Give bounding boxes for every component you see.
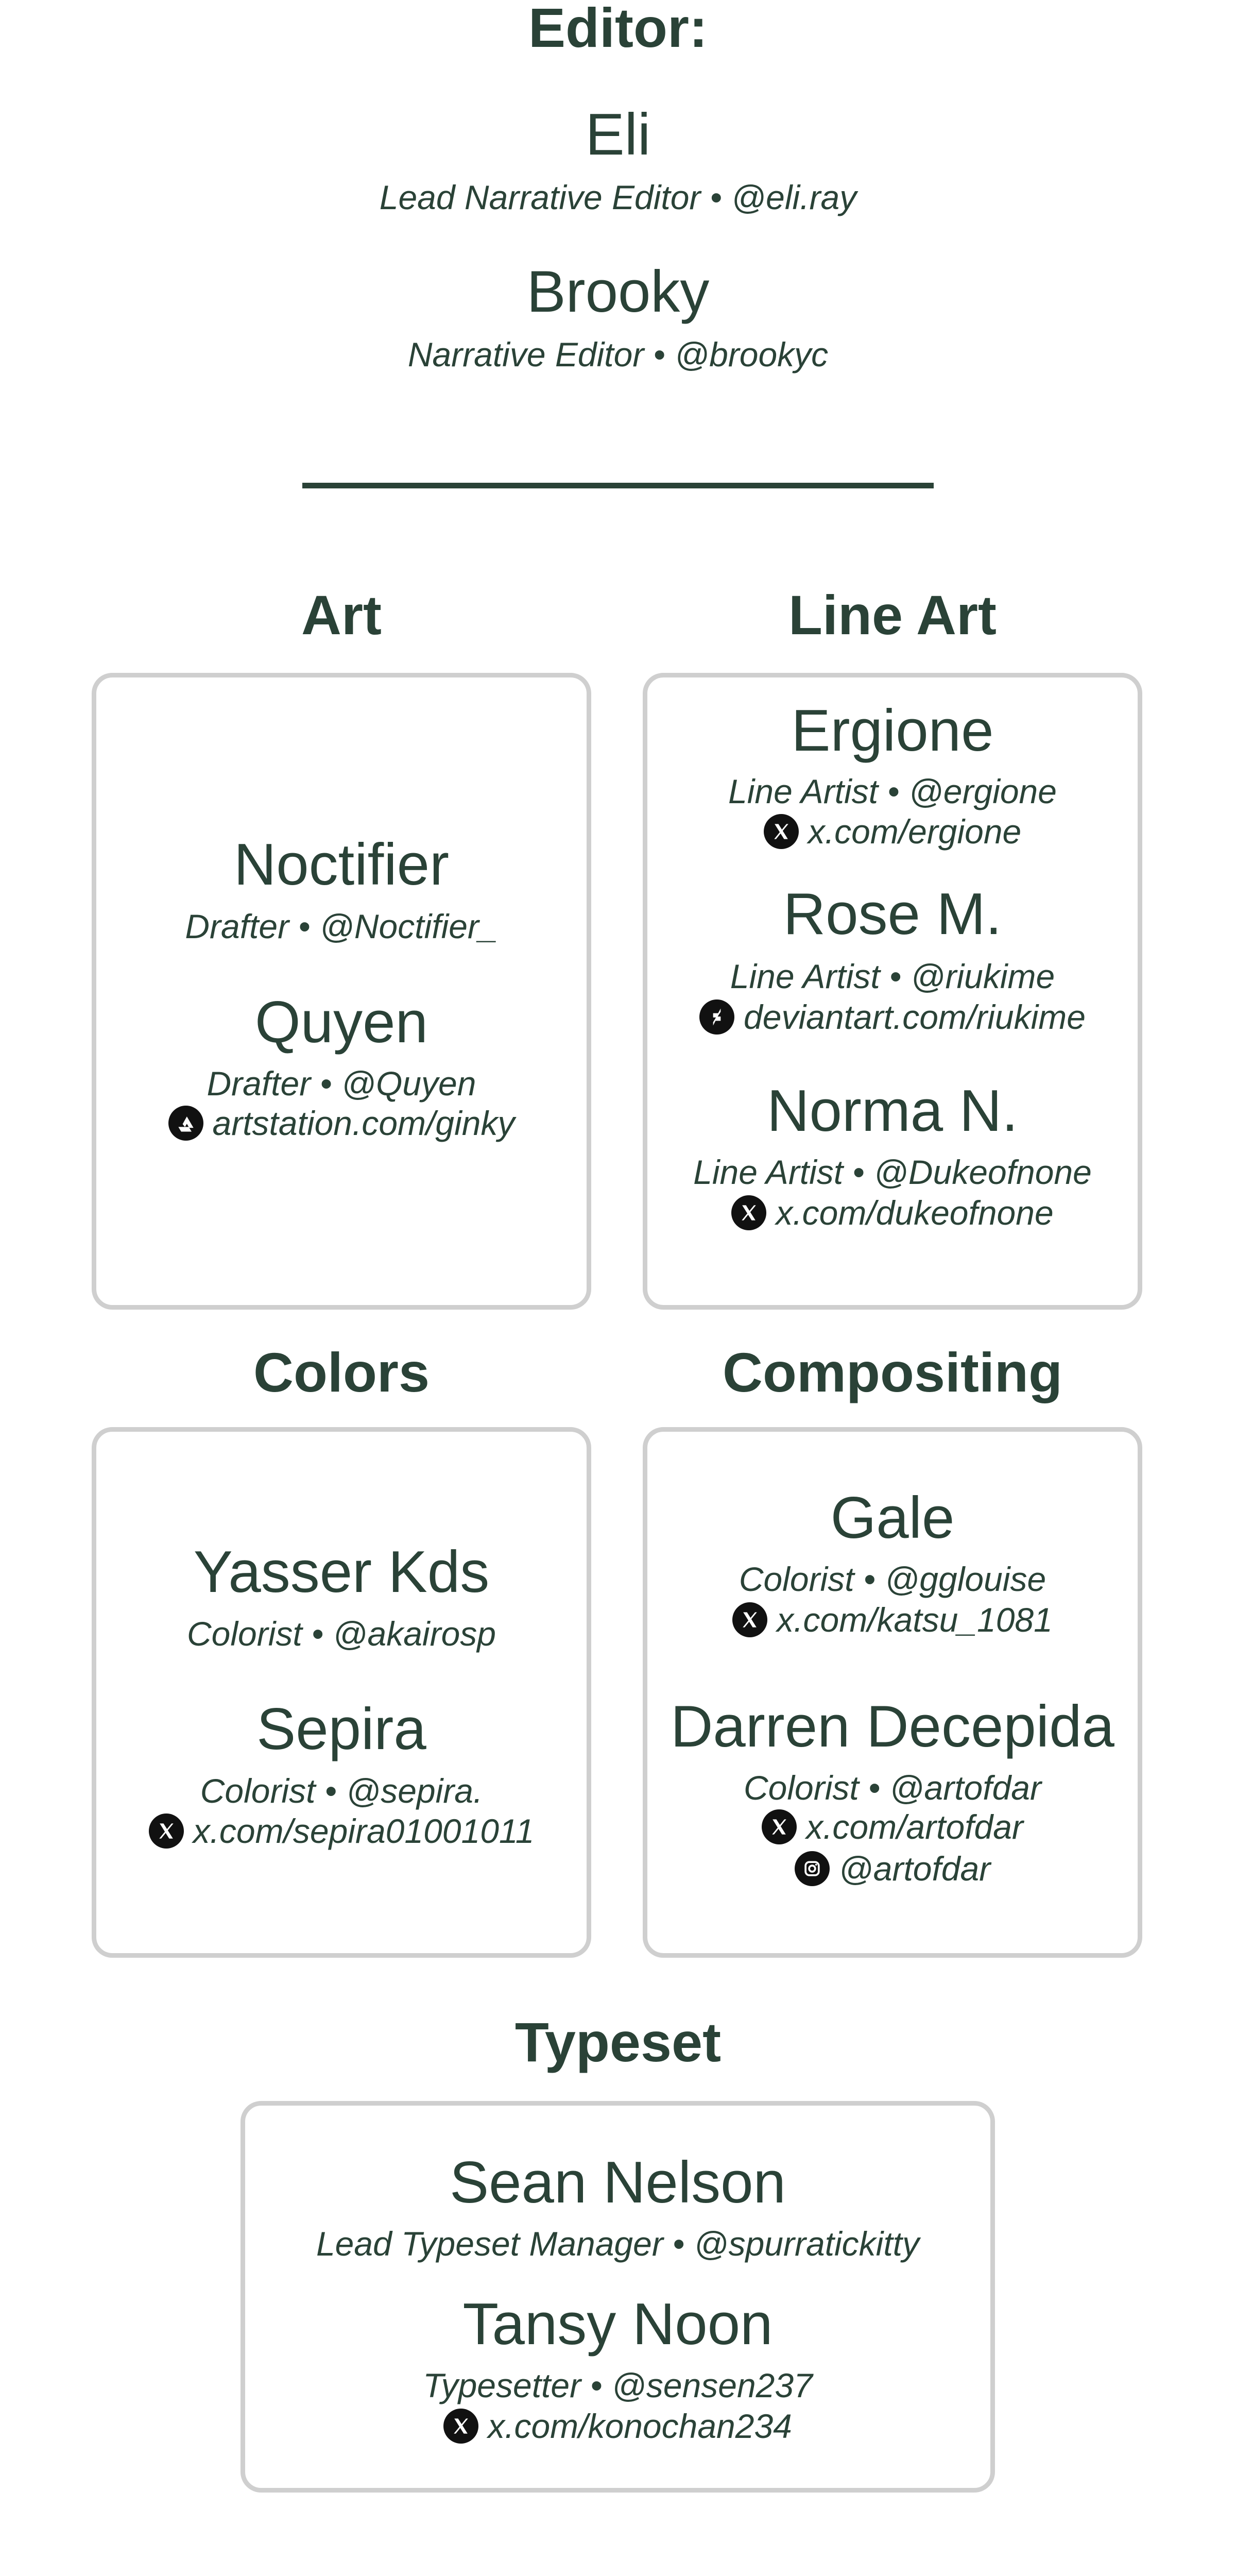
line-art-heading: Line Art (788, 584, 997, 646)
compositing-name-gale: Gale (830, 1485, 955, 1551)
compositing-link-darren-x-text: x.com/artofdar (806, 1808, 1023, 1846)
compositing-link-darren-instagram-text: @artofdar (838, 1850, 991, 1888)
colors-link-sepira[interactable] (92, 1814, 591, 1849)
colors-role-sepira: Colorist • @sepira. (200, 1772, 483, 1810)
colors-heading: Colors (253, 1341, 430, 1403)
art-role-noctifier: Drafter • @Noctifier_ (185, 907, 498, 945)
art-role-quyen: Drafter • @Quyen (207, 1064, 476, 1103)
instagram-icon (795, 1851, 830, 1886)
line-art-name-ergione: Ergione (791, 698, 994, 764)
line-art-link-ergione[interactable] (643, 814, 1142, 849)
compositing-heading: Compositing (723, 1341, 1062, 1403)
typeset-heading: Typeset (514, 2011, 722, 2073)
colors-box (92, 1427, 591, 1958)
line-art-link-rose[interactable] (643, 999, 1142, 1035)
typeset-role-sean: Lead Typeset Manager • @spurratickitty (316, 2225, 920, 2263)
editor-name-brooky: Brooky (526, 259, 710, 325)
compositing-link-darren-instagram[interactable] (643, 1851, 1142, 1886)
colors-link-sepira-text: x.com/sepira01001011 (193, 1812, 535, 1850)
compositing-link-darren-x[interactable] (643, 1809, 1142, 1844)
x-icon (731, 1195, 766, 1230)
editor-role-eli: Lead Narrative Editor • @eli.ray (379, 178, 857, 216)
deviantart-icon (699, 999, 734, 1035)
art-name-quyen: Quyen (255, 990, 428, 1055)
editor-name-eli: Eli (585, 102, 651, 167)
line-art-name-norma: Norma N. (767, 1078, 1018, 1144)
compositing-role-darren: Colorist • @artofdar (744, 1769, 1041, 1807)
line-art-link-rose-text: deviantart.com/riukime (744, 998, 1086, 1036)
typeset-link-tansy[interactable] (241, 2409, 995, 2444)
line-art-role-norma: Line Artist • @Dukeofnone (693, 1153, 1092, 1191)
line-art-link-norma[interactable] (643, 1195, 1142, 1230)
line-art-link-norma-text: x.com/dukeofnone (776, 1194, 1054, 1232)
art-name-noctifier: Noctifier (233, 832, 450, 897)
section-divider (302, 483, 934, 488)
art-link-quyen[interactable] (92, 1106, 591, 1141)
x-icon (732, 1602, 767, 1637)
colors-name-sepira: Sepira (256, 1697, 426, 1762)
colors-name-yasser: Yasser Kds (193, 1539, 490, 1605)
typeset-name-tansy: Tansy Noon (462, 2292, 773, 2357)
colors-role-yasser: Colorist • @akairosp (187, 1615, 496, 1653)
art-heading: Art (301, 584, 382, 646)
line-art-name-rose: Rose M. (783, 882, 1002, 947)
x-icon (762, 1809, 797, 1844)
compositing-name-darren: Darren Decepida (671, 1694, 1114, 1759)
editor-role-brooky: Narrative Editor • @brookyc (407, 335, 829, 374)
typeset-name-sean: Sean Nelson (450, 2150, 786, 2215)
compositing-role-gale: Colorist • @gglouise (739, 1560, 1046, 1598)
editor-heading: Editor: (528, 0, 708, 59)
x-icon (764, 814, 799, 849)
typeset-link-tansy-text: x.com/konochan234 (488, 2407, 792, 2445)
line-art-link-ergione-text: x.com/ergione (808, 812, 1022, 851)
x-icon (149, 1814, 184, 1849)
art-link-quyen-text: artstation.com/ginky (212, 1104, 515, 1142)
typeset-role-tansy: Typesetter • @sensen237 (423, 2366, 813, 2404)
line-art-role-ergione: Line Artist • @ergione (728, 772, 1057, 810)
compositing-link-gale-text: x.com/katsu_1081 (777, 1601, 1053, 1639)
artstation-icon (168, 1106, 203, 1141)
line-art-role-rose: Line Artist • @riukime (730, 957, 1055, 995)
x-icon (443, 2409, 478, 2444)
compositing-link-gale[interactable] (643, 1602, 1142, 1637)
